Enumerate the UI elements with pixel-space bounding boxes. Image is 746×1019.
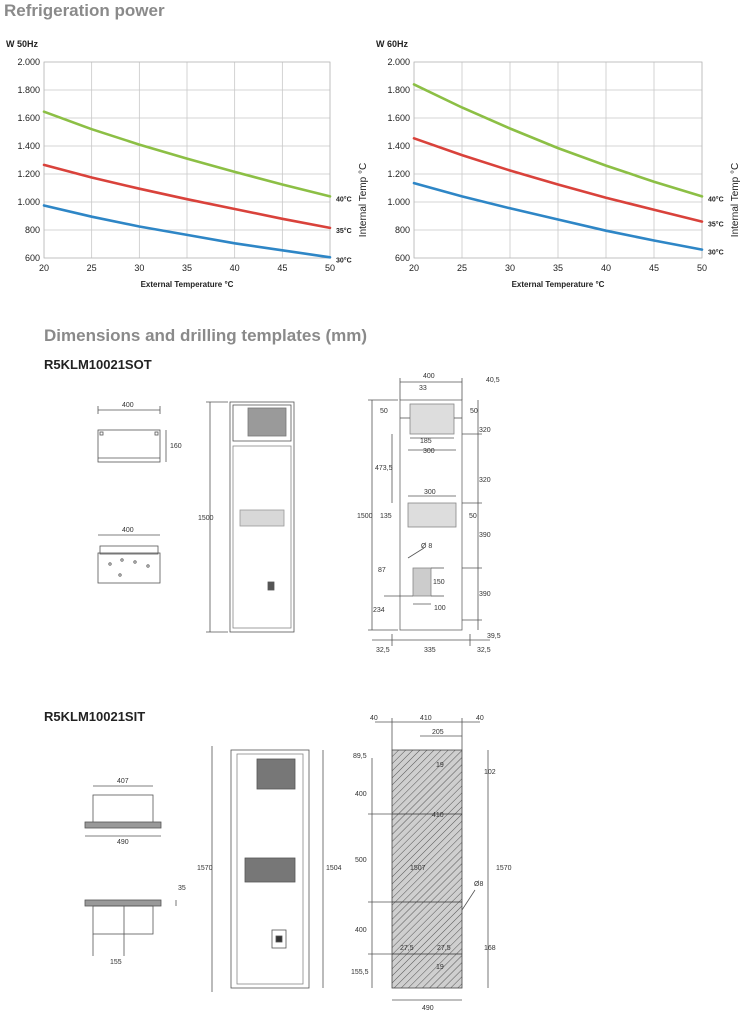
sot-dim-height: 1500 <box>198 515 214 522</box>
x-tick-label: 25 <box>86 263 97 273</box>
series-label: 35°C <box>336 227 352 235</box>
sot-tpl-390a: 390 <box>479 532 491 539</box>
sot-tpl-50b: 50 <box>470 408 478 415</box>
sit-t-40b: 40 <box>476 715 484 722</box>
dimensions-title: Dimensions and drilling templates (mm) <box>44 326 368 345</box>
sot-dim-top-width: 400 <box>122 402 134 409</box>
sot-tpl-d8: Ø 8 <box>421 543 433 550</box>
sot-tpl-335: 335 <box>424 647 436 654</box>
sot-dim-bottom-width: 400 <box>122 527 134 534</box>
sot-tpl-32-5a: 32,5 <box>376 647 390 654</box>
x-tick-label: 30 <box>504 263 516 273</box>
chart-50hz <box>6 39 369 289</box>
sit-t-400a: 400 <box>355 791 367 798</box>
sit-t-19b: 19 <box>436 964 444 971</box>
x-tick-label: 30 <box>134 263 145 273</box>
sit-t-27-5b: 27,5 <box>437 945 451 952</box>
x-tick-label: 50 <box>324 263 336 273</box>
sot-tpl-390b: 390 <box>479 591 491 598</box>
x-tick-label: 25 <box>456 263 468 273</box>
x-axis-label: External Temperature °C <box>511 280 605 289</box>
x-tick-label: 35 <box>552 263 564 273</box>
sit-t-d8: Ø8 <box>474 881 484 888</box>
sot-drilling-template <box>368 378 490 646</box>
y-tick-label: 1.000 <box>387 197 410 207</box>
sot-tpl-40-5: 40,5 <box>486 377 500 384</box>
x-axis-label: External Temperature °C <box>140 280 234 289</box>
sot-tpl-320a: 320 <box>479 427 491 434</box>
y-tick-label: 1.200 <box>387 169 410 179</box>
x-tick-label: 40 <box>229 263 240 273</box>
chart-title: W 60Hz <box>376 39 409 49</box>
x-tick-label: 20 <box>38 263 50 273</box>
sot-tpl-320b: 320 <box>479 477 491 484</box>
sot-tpl-100: 100 <box>434 605 446 612</box>
refrigeration-power-title: Refrigeration power <box>4 1 165 20</box>
sit-t-40a: 40 <box>370 715 378 722</box>
chart-60hz <box>376 39 741 289</box>
sit-t-1570: 1570 <box>496 865 512 872</box>
sit-t-27-5a: 27,5 <box>400 945 414 952</box>
sot-front-view <box>206 402 294 632</box>
series-label: 30°C <box>336 257 352 265</box>
sit-t-490: 490 <box>422 1005 434 1012</box>
sot-tpl-300a: 300 <box>423 448 435 455</box>
y-tick-label: 600 <box>394 253 410 263</box>
y-axis-label: Internal Temp °C <box>358 162 369 238</box>
sit-top-view <box>85 786 161 836</box>
sot-dim-top-depth: 160 <box>170 443 182 450</box>
sot-bottom-view <box>98 535 160 583</box>
sot-tpl-234: 234 <box>373 607 385 614</box>
y-axis-label: Internal Temp °C <box>730 162 741 238</box>
sit-t-19a: 19 <box>436 762 444 769</box>
y-tick-label: 600 <box>24 253 40 263</box>
x-tick-label: 45 <box>648 263 660 273</box>
sit-dim-side-155: 155 <box>110 959 122 966</box>
sit-front-view <box>212 746 323 992</box>
sot-tpl-50a: 50 <box>380 408 388 415</box>
y-tick-label: 1.600 <box>387 113 410 123</box>
charts-area <box>0 30 746 300</box>
model-sot-label: R5KLM10021SOT <box>44 357 152 372</box>
sit-t-500: 500 <box>355 857 367 864</box>
sit-t-168: 168 <box>484 945 496 952</box>
sit-drilling-template <box>368 718 488 1000</box>
sot-drawings <box>0 370 746 660</box>
sot-tpl-185: 185 <box>420 438 432 445</box>
x-tick-label: 20 <box>408 263 420 273</box>
sot-tpl-1500: 1500 <box>357 513 373 520</box>
chart-title: W 50Hz <box>6 39 39 49</box>
sit-t-410b: 410 <box>432 812 444 819</box>
x-tick-label: 50 <box>696 263 708 273</box>
y-tick-label: 1.400 <box>17 141 40 151</box>
sit-t-102: 102 <box>484 769 496 776</box>
sit-dim-front-1570: 1570 <box>197 865 213 872</box>
sit-side-view <box>85 900 176 956</box>
x-tick-label: 45 <box>277 263 288 273</box>
sot-tpl-33: 33 <box>419 385 427 392</box>
sot-tpl-39-5: 39,5 <box>487 633 501 640</box>
y-tick-label: 2.000 <box>17 57 40 67</box>
sot-tpl-50c: 50 <box>469 513 477 520</box>
sot-tpl-473-5: 473,5 <box>375 465 393 472</box>
y-tick-label: 1.400 <box>387 141 410 151</box>
y-tick-label: 2.000 <box>387 57 410 67</box>
series-label: 40°C <box>336 196 352 204</box>
sot-tpl-width: 400 <box>423 373 435 380</box>
sit-t-400b: 400 <box>355 927 367 934</box>
sit-dim-top-490: 490 <box>117 839 129 846</box>
series-label: 40°C <box>708 196 724 204</box>
y-tick-label: 800 <box>394 225 410 235</box>
series-label: 35°C <box>708 221 724 229</box>
y-tick-label: 1.800 <box>387 85 410 95</box>
y-tick-label: 1.200 <box>17 169 40 179</box>
sit-t-1507: 1507 <box>410 865 426 872</box>
y-tick-label: 800 <box>24 225 40 235</box>
sot-tpl-300b: 300 <box>424 489 436 496</box>
y-tick-label: 1.000 <box>17 197 40 207</box>
x-tick-label: 40 <box>600 263 612 273</box>
sot-tpl-87: 87 <box>378 567 386 574</box>
sot-tpl-32-5b: 32,5 <box>477 647 491 654</box>
series-label: 30°C <box>708 249 724 257</box>
y-tick-label: 1.600 <box>17 113 40 123</box>
sit-t-89-5: 89,5 <box>353 753 367 760</box>
sit-dim-front-1504: 1504 <box>326 865 342 872</box>
sit-t-155-5: 155,5 <box>351 969 369 976</box>
sot-top-view <box>98 406 166 462</box>
sit-drawings <box>0 710 746 1019</box>
sot-tpl-135: 135 <box>380 513 392 520</box>
sit-t-205: 205 <box>432 729 444 736</box>
model-sit-label: R5KLM10021SIT <box>44 709 146 724</box>
sit-dim-top-407: 407 <box>117 778 129 785</box>
sot-tpl-150: 150 <box>433 579 445 586</box>
x-tick-label: 35 <box>181 263 193 273</box>
y-tick-label: 1.800 <box>17 85 40 95</box>
sit-t-410a: 410 <box>420 715 432 722</box>
sit-dim-side-35: 35 <box>178 885 186 892</box>
